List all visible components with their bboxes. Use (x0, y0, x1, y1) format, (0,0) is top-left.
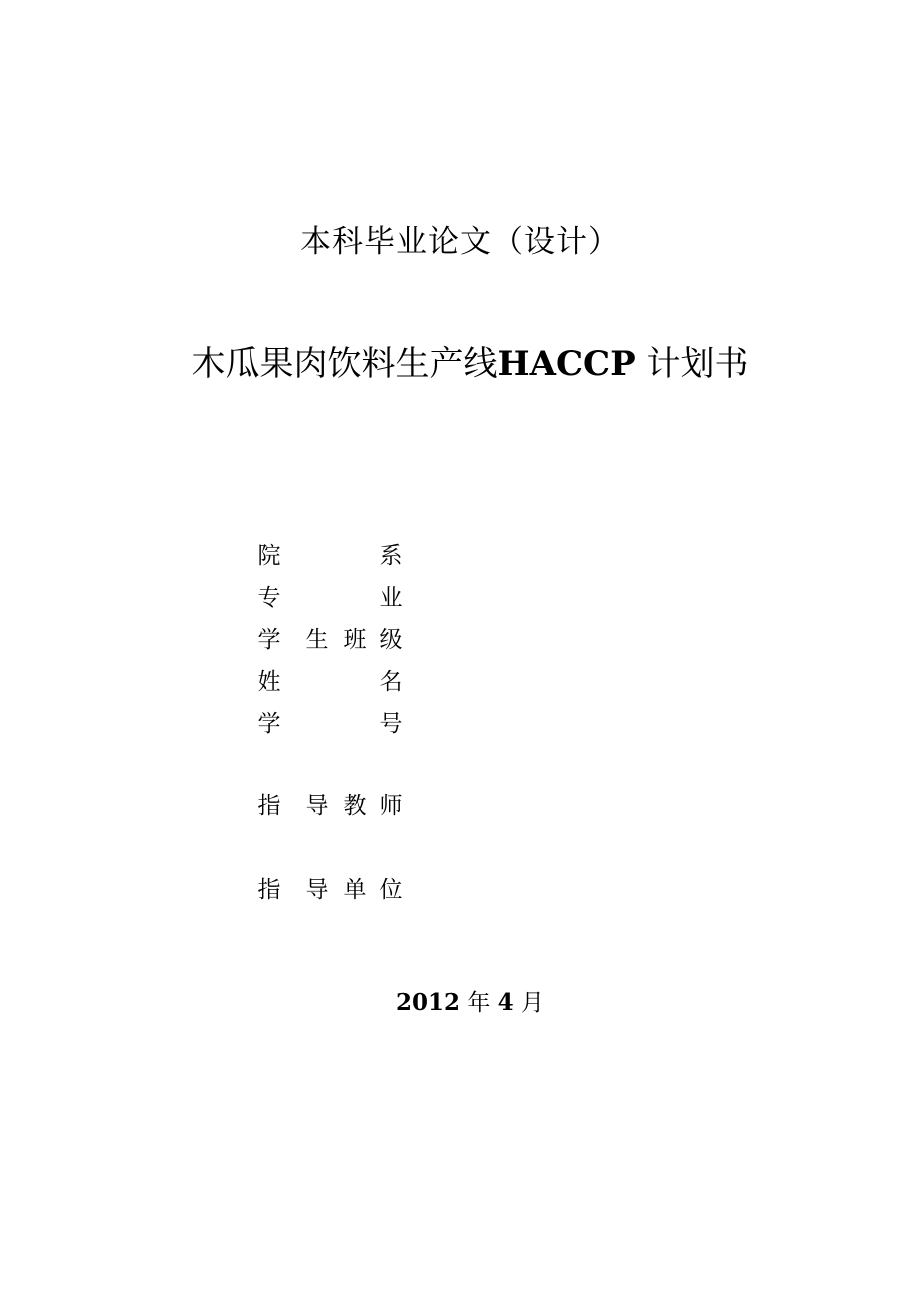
info-field-class-char: 生 (305, 627, 329, 653)
date-year: 2012 (396, 989, 461, 1016)
date-month-unit: 月 (513, 990, 544, 1016)
info-field-major (256, 583, 408, 613)
info-field-advisor-unit-char: 指 (257, 877, 281, 903)
info-field-department-char: 院 (257, 543, 281, 569)
thesis-title (0, 340, 920, 388)
info-field-advisor-char: 指 (257, 793, 281, 819)
info-field-advisor-char: 师 (379, 793, 403, 819)
info-field-class-char: 班 (343, 627, 367, 653)
thesis-title-main: 木瓜果肉饮料生产线 (191, 344, 498, 384)
thesis-title-haccp: HACCP (497, 344, 636, 384)
info-field-name-char: 名 (379, 669, 403, 695)
info-field-student-id (256, 709, 408, 739)
info-field-student-id-char: 号 (379, 711, 403, 737)
submission-date (0, 986, 920, 1020)
info-field-name (256, 667, 408, 697)
info-field-class (256, 625, 408, 655)
thesis-type-heading: 本科毕业论文（设计） (300, 224, 620, 260)
info-field-class-char: 级 (379, 627, 403, 653)
info-field-advisor-unit-char: 导 (305, 877, 329, 903)
info-field-name-char: 姓 (257, 669, 281, 695)
info-field-advisor-unit-char: 单 (343, 877, 367, 903)
info-field-class-char: 学 (257, 627, 281, 653)
thesis-title-suffix: 计划书 (635, 344, 749, 384)
info-field-advisor-char: 导 (305, 793, 329, 819)
info-field-major-char: 专 (257, 585, 281, 611)
info-field-advisor-unit (256, 875, 408, 905)
info-field-advisor-char: 教 (343, 793, 367, 819)
info-field-major-char: 业 (379, 585, 403, 611)
info-field-advisor (256, 791, 408, 821)
date-month: 4 (497, 989, 514, 1016)
info-field-department-char: 系 (379, 543, 403, 569)
info-field-department (256, 541, 408, 571)
info-field-advisor-unit-char: 位 (379, 877, 403, 903)
date-year-unit: 年 (460, 990, 498, 1016)
info-field-student-id-char: 学 (257, 711, 281, 737)
